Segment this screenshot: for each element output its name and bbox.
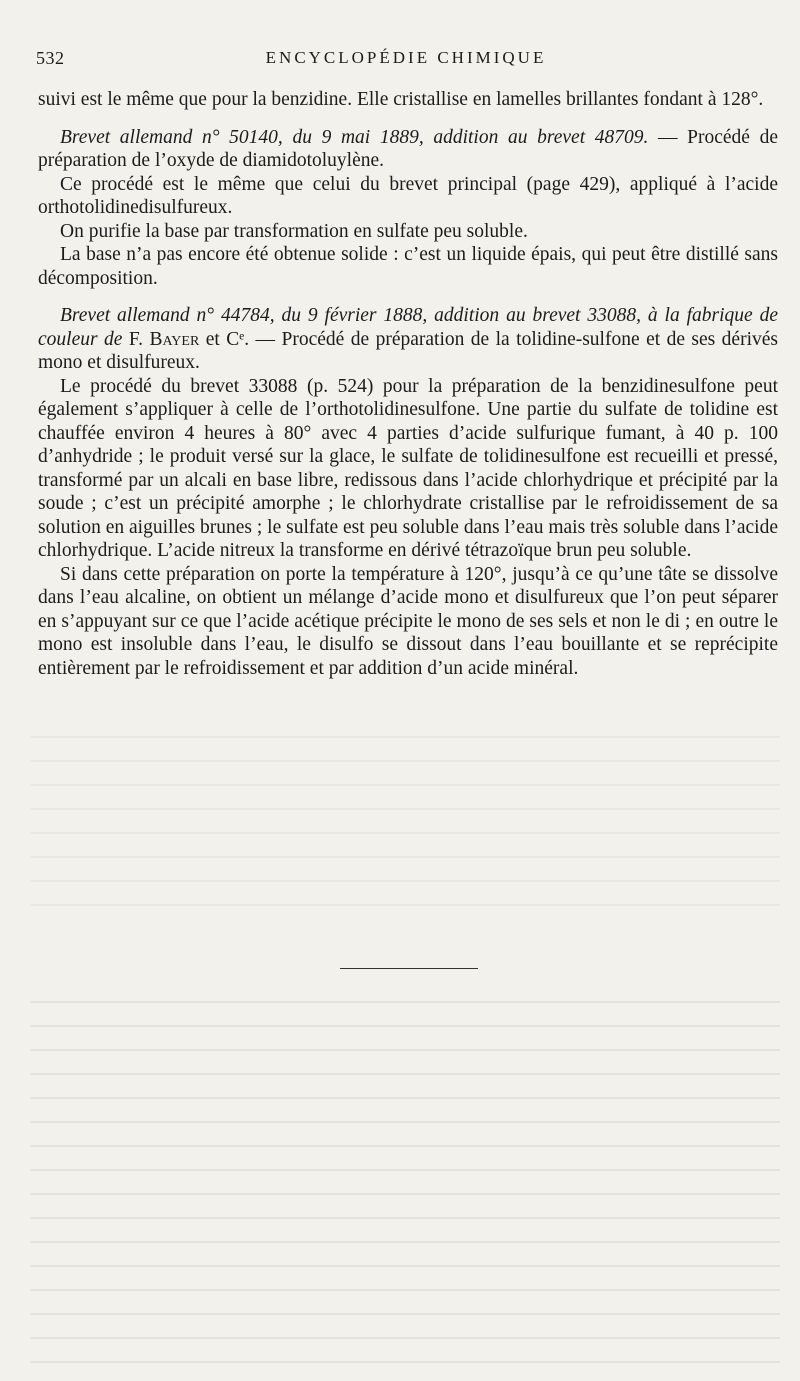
- patent-title: et Cᵉ. — Procédé de préparation de la tolidine-sulfone et de ses dérivés mono et disulfureux.: [38, 328, 778, 373]
- paragraph: On purifie la base par transformation en sulfate peu soluble.: [60, 220, 528, 242]
- paragraph: Si dans cette préparation on porte la température à 120°, jusqu’à ce qu’une tâte se dissolve dans l’eau alcaline, on obtient un mélange d’acide mono et disulfureux que l’on peut séparer en s’appuyant sur ce que l’acide acétique précipite le mono de ses sels et non le di ; en outre le mono est insoluble dans l’eau, le disulfo se dissout dans l’eau bouillante et se reprécipite entièrement par le refroidissement et par addition d’un acide minéral.: [38, 563, 778, 679]
- patent-title: — Procédé de préparation de l’oxyde de diamidotoluylène.: [38, 126, 779, 171]
- company-name: F. Bayer: [128, 328, 200, 350]
- page-number: 532: [36, 48, 65, 68]
- page-header: [36, 48, 776, 74]
- running-title: ENCYCLOPÉDIE CHIMIQUE: [265, 48, 547, 67]
- patent-heading-50140: [38, 126, 778, 173]
- bleed-through-texture: [30, 985, 780, 1365]
- patent-citation: Brevet allemand n° 50140, du 9 mai 1889, addition au brevet 48709.: [60, 126, 649, 148]
- paragraph: Ce procédé est le même que celui du brevet principal (page 429), appliqué à l’acide orthotolidinedisulfureux.: [38, 173, 778, 218]
- bleed-through-texture: [30, 720, 780, 920]
- page-body: [38, 88, 778, 680]
- paragraph: Le procédé du brevet 33088 (p. 524) pour la préparation de la benzidinesulfone peut également s’appliquer à celle de l’orthotolidinesulfone. Une partie du sulfate de tolidine est chauffée environ 4 heures à 80° avec 4 parties d’acide sulfurique fumant, à 40 p. 100 d’anhydride ; le produit versé sur la glace, le sulfate de tolidinesulfone est recueilli et pressé, transformé par un alcali en base libre, redissous dans l’acide chlorhydrique et précipité par la soude ; c’est un précipité amorphe ; le chlorhydrate cristallise par le refroidissement de sa solution en aiguilles brunes ; le sulfate est peu soluble dans l’eau mais très soluble dans l’acide chlorhydrique. L’acide nitreux la transforme en dérivé tétrazoïque brun peu soluble.: [38, 375, 778, 561]
- patent-heading-44784: [38, 304, 778, 375]
- paragraph-continuation: suivi est le même que pour la benzidine. Elle cristallise en lamelles brillantes fondant à 128°.: [38, 89, 764, 110]
- paragraph: La base n’a pas encore été obtenue solide : c’est un liquide épais, qui peut être distillé sans décomposition.: [38, 244, 778, 289]
- patent-citation: Brevet allemand n° 44784, du 9 février 1888, addition au brevet 33088, à la fabrique de couleur de: [38, 305, 778, 350]
- section-divider-rule: [340, 968, 478, 969]
